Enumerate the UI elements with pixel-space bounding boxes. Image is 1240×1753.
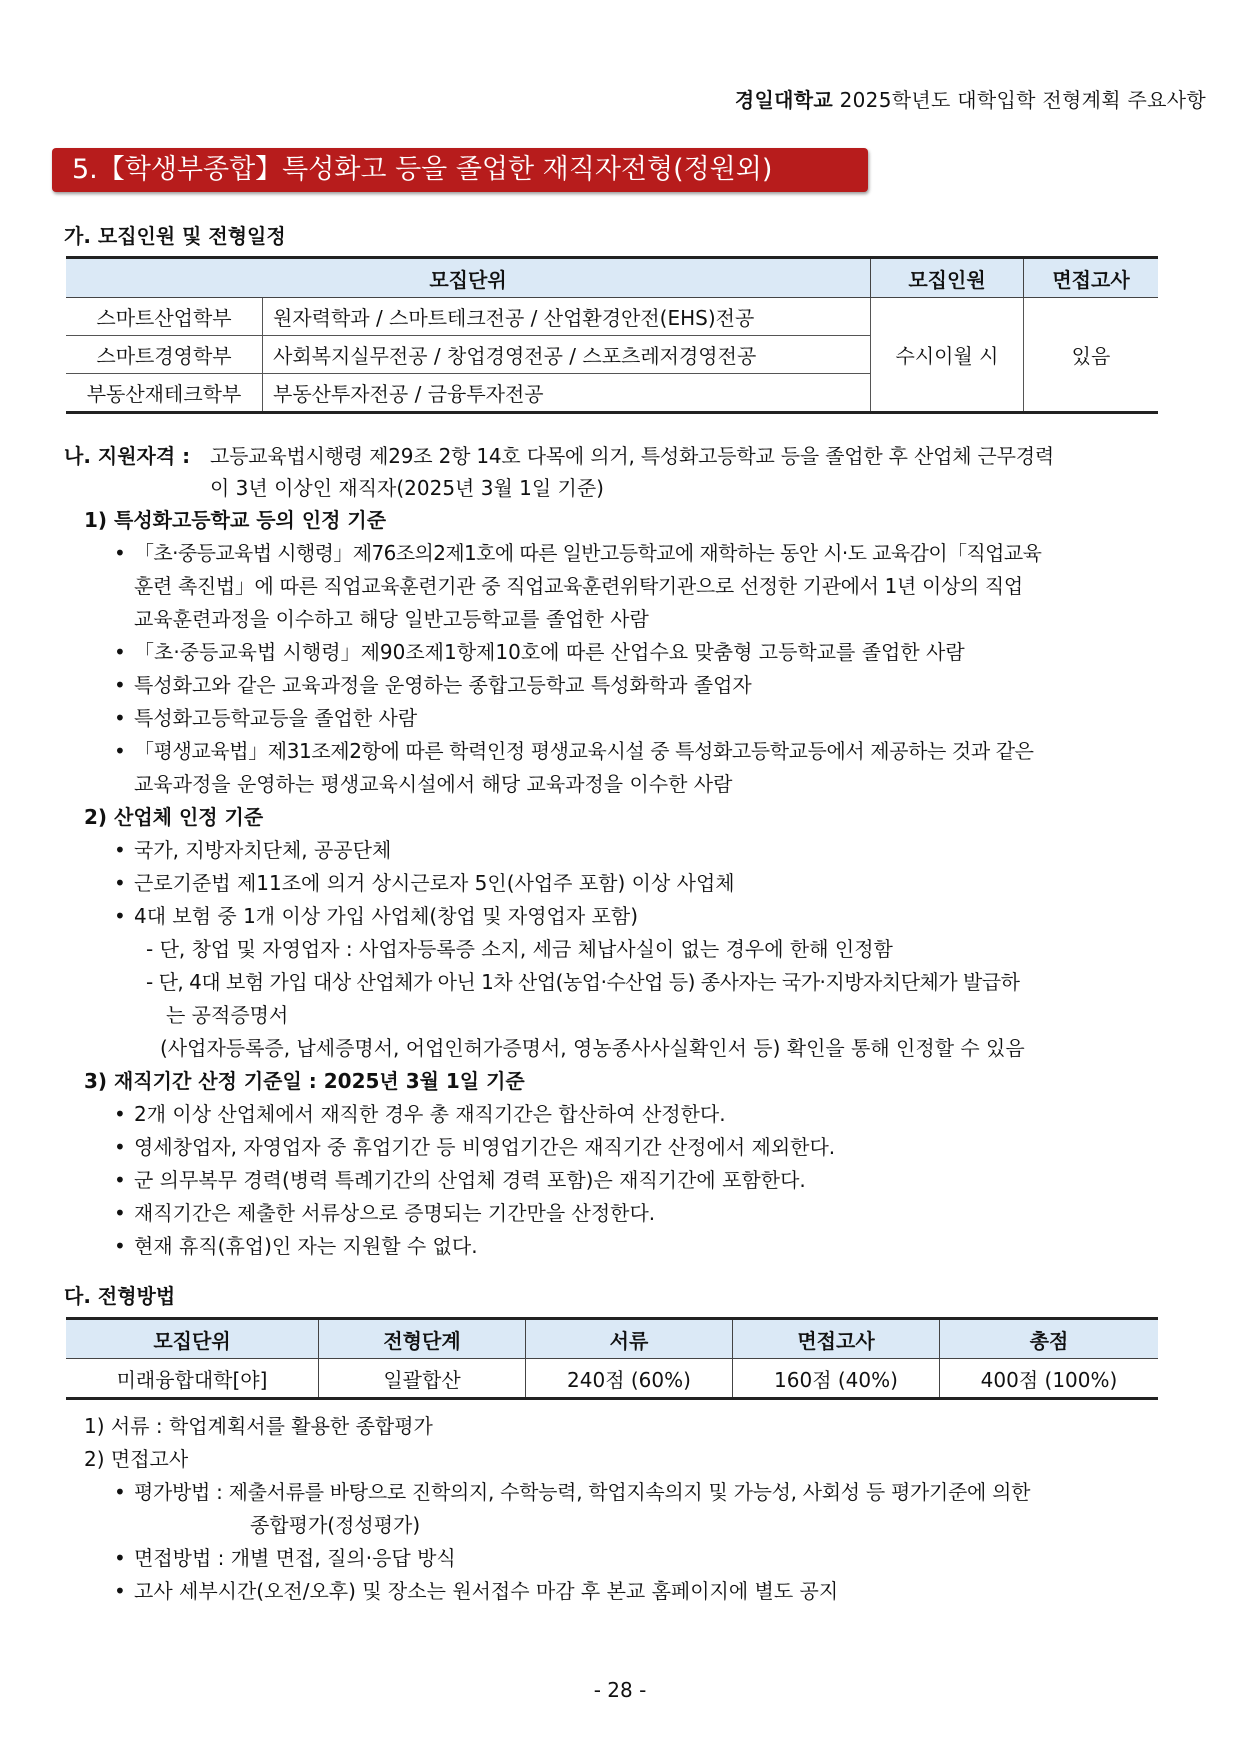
list-item: • 「평생교육법」제31조제2항에 따른 학력인정 평생교육시설 중 특성화고등학교등에서 제공하는 것과 같은	[114, 739, 1034, 763]
list-item: • 평가방법 : 제출서류를 바탕으로 진학의지, 수학능력, 학업지속의지 및 가능성, 사회성 등 평가기준에 의한	[114, 1480, 1031, 1504]
th-total: 총점	[940, 1319, 1159, 1359]
unit-cell: 미래융합대학[야]	[116, 1367, 268, 1392]
recruitment-table	[66, 256, 1158, 414]
sub2-title: 2) 산업체 인정 기준	[84, 805, 264, 829]
dept-cell: 스마트경영학부	[66, 336, 263, 374]
majors-cell: 원자력학과 / 스마트테크전공 / 산업환경안전(EHS)전공	[263, 298, 871, 336]
list-item: • 특성화고와 같은 교육과정을 운영하는 종합고등학교 특성화학과 졸업자	[114, 673, 752, 697]
note-1: 1) 서류 : 학업계획서를 활용한 종합평가	[84, 1414, 433, 1438]
th-documents: 서류	[526, 1319, 733, 1359]
school-name: 경일대학교	[734, 88, 833, 112]
section-banner: 5.【학생부종합】특성화고 등을 졸업한 재직자전형(정원외)	[52, 148, 868, 192]
list-item: • 영세창업자, 자영업자 중 휴업기간 등 비영업기간은 재직기간 산정에서 제외한다.	[114, 1135, 836, 1159]
dash-item: - 단, 4대 보험 가입 대상 산업체가 아닌 1차 산업(농업·수산업 등) 종사자는 국가·지방자치단체가 발급하	[146, 970, 1020, 994]
dept-cell: 부동산재테크학부	[66, 374, 263, 413]
th-unit: 모집단위	[66, 258, 871, 298]
list-item: • 고사 세부시간(오전/오후) 및 장소는 원서접수 마감 후 본교 홈페이지에 별도 공지	[114, 1579, 839, 1603]
qualification-text-2: 이 3년 이상인 재직자(2025년 3월 1일 기준)	[210, 476, 604, 500]
dash-item-note: (사업자등록증, 납세증명서, 어업인허가증명서, 영농종사사실확인서 등) 확인을 통해 인정할 수 있음	[160, 1036, 1025, 1060]
total-cell: 400점 (100%)	[940, 1359, 1159, 1399]
list-item-cont: 훈련 촉진법」에 따른 직업교육훈련기관 중 직업교육훈련위탁기관으로 선정한 기관에서 1년 이상의 직업	[134, 574, 1023, 598]
list-item: • 특성화고등학교등을 졸업한 사람	[114, 706, 418, 730]
sub1-title: 1) 특성화고등학교 등의 인정 기준	[84, 508, 387, 532]
qualification-text-1: 고등교육법시행령 제29조 2항 14호 다목에 의거, 특성화고등학교 등을 졸업한 후 산업체 근무경력	[210, 444, 1054, 468]
section-ga-title: 가. 모집인원 및 전형일정	[64, 224, 286, 248]
th-quota: 모집인원	[871, 258, 1024, 298]
page-header	[735, 84, 1206, 113]
list-item: • 면접방법 : 개별 면접, 질의·응답 방식	[114, 1546, 456, 1570]
dash-item: - 단, 창업 및 자영업자 : 사업자등록증 소지, 세금 체납사실이 없는 경우에 한해 인정함	[146, 937, 893, 961]
stage-cell: 일괄합산	[319, 1359, 526, 1399]
note-2: 2) 면접고사	[84, 1447, 189, 1471]
list-item-cont: 교육과정을 운영하는 평생교육시설에서 해당 교육과정을 이수한 사람	[134, 772, 733, 796]
table-row	[66, 298, 1158, 336]
list-item-cont: 교육훈련과정을 이수하고 해당 일반고등학교를 졸업한 사람	[134, 607, 649, 631]
quota-cell: 수시이월 시	[871, 298, 1024, 413]
sub3-title: 3) 재직기간 산정 기준일 : 2025년 3월 1일 기준	[84, 1069, 525, 1093]
dept-cell: 스마트산업학부	[96, 306, 232, 330]
list-item: • 「초·중등교육법 시행령」제90조제1항제10호에 따른 산업수요 맞춤형 고등학교를 졸업한 사람	[114, 640, 965, 664]
dash-item-cont: 는 공적증명서	[166, 1003, 289, 1027]
list-item-cont: 종합평가(정성평가)	[250, 1513, 421, 1537]
list-item: • 군 의무복무 경력(병력 특례기간의 산업체 경력 포함)은 재직기간에 포함한다.	[114, 1168, 806, 1192]
majors-cell: 사회복지실무전공 / 창업경영전공 / 스포츠레저경영전공	[263, 336, 871, 374]
documents-cell: 240점 (60%)	[526, 1359, 733, 1399]
section-na-label: 나. 지원자격 :	[64, 444, 191, 468]
th-interview: 면접고사	[733, 1319, 940, 1359]
section-da-title: 다. 전형방법	[64, 1284, 176, 1308]
list-item: • 「초·중등교육법 시행령」제76조의2제1호에 따른 일반고등학교에 재학하는 동안 시·도 교육감이「직업교육	[114, 541, 1042, 565]
list-item: • 국가, 지방자치단체, 공공단체	[114, 838, 392, 862]
list-item: • 현재 휴직(휴업)인 자는 지원할 수 없다.	[114, 1234, 478, 1258]
list-item: • 2개 이상 산업체에서 재직한 경우 총 재직기간은 합산하여 산정한다.	[114, 1102, 726, 1126]
th-interview: 면접고사	[1024, 258, 1159, 298]
header-rest: 2025학년도 대학입학 전형계획 주요사항	[832, 88, 1206, 112]
table-row	[66, 1359, 1158, 1399]
list-item: • 근로기준법 제11조에 의거 상시근로자 5인(사업주 포함) 이상 사업체	[114, 871, 735, 895]
selection-method-table	[66, 1317, 1158, 1400]
list-item: • 4대 보험 중 1개 이상 가입 사업체(창업 및 자영업자 포함)	[114, 904, 638, 928]
th-stage: 전형단계	[319, 1319, 526, 1359]
th-unit: 모집단위	[66, 1319, 319, 1359]
list-item: • 재직기간은 제출한 서류상으로 증명되는 기간만을 산정한다.	[114, 1201, 656, 1225]
interview-cell: 있음	[1024, 298, 1159, 413]
interview-cell: 160점 (40%)	[733, 1359, 940, 1399]
majors-cell: 부동산투자전공 / 금융투자전공	[263, 374, 871, 413]
page-number: - 28 -	[593, 1678, 647, 1702]
